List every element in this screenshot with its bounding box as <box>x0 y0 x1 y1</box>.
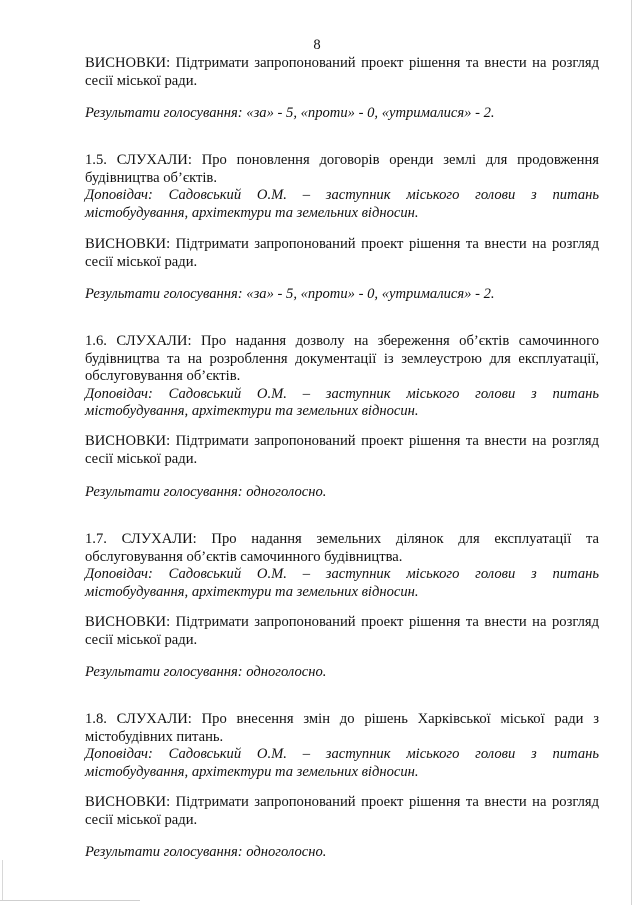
vote-result: Результати голосування: одноголосно. <box>85 664 327 680</box>
item-1-5-vote <box>85 286 599 304</box>
conclusion-text: ВИСНОВКИ: Підтримати запропонований проект рішення та внести на розгляд сесії міської ради. <box>85 794 599 828</box>
conclusion-text: ВИСНОВКИ: Підтримати запропонований проект рішення та внести на розгляд сесії міської ради. <box>85 55 599 89</box>
agenda-item-1-5 <box>85 152 599 222</box>
conclusion-text: ВИСНОВКИ: Підтримати запропонований проект рішення та внести на розгляд сесії міської ради. <box>85 433 599 467</box>
item-1-5-conclusion <box>85 236 599 271</box>
agenda-item-1-8 <box>85 711 599 781</box>
heard-text: 1.7. СЛУХАЛИ: Про надання земельних ділянок для експлуатації та обслуговування об’єктів самочинного будівництва. <box>85 531 599 565</box>
agenda-item-1-6 <box>85 333 599 421</box>
scan-edge-line <box>0 900 140 901</box>
item-1-7-conclusion <box>85 614 599 649</box>
scan-edge-line <box>2 860 3 900</box>
speaker-text: Доповідач: Садовський О.М. – заступник міського голови з питань містобудування, архітектури та земельних відносин. <box>85 566 599 600</box>
conclusion-text: ВИСНОВКИ: Підтримати запропонований проект рішення та внести на розгляд сесії міської ради. <box>85 614 599 648</box>
conclusion-text: ВИСНОВКИ: Підтримати запропонований проект рішення та внести на розгляд сесії міської ради. <box>85 236 599 270</box>
agenda-item-1-7 <box>85 531 599 601</box>
page-number: 8 <box>313 37 321 53</box>
scan-edge-line <box>631 0 632 905</box>
vote-result: Результати голосування: «за» - 5, «проти» - 0, «утрималися» - 2. <box>85 105 495 121</box>
item-1-6-conclusion <box>85 433 599 468</box>
vote-result: Результати голосування: «за» - 5, «проти» - 0, «утрималися» - 2. <box>85 286 495 302</box>
speaker-text: Доповідач: Садовський О.М. – заступник міського голови з питань містобудування, архітектури та земельних відносин. <box>85 187 599 221</box>
heard-text: 1.8. СЛУХАЛИ: Про внесення змін до рішень Харківської міської ради з містобудівних питань. <box>85 711 599 745</box>
speaker-text: Доповідач: Садовський О.М. – заступник міського голови з питань містобудування, архітектури та земельних відносин. <box>85 746 599 780</box>
item-1-8-conclusion <box>85 794 599 829</box>
item-1-8-vote <box>85 844 599 862</box>
intro-vote <box>85 105 599 123</box>
item-1-7-vote <box>85 664 599 682</box>
speaker-text: Доповідач: Садовський О.М. – заступник міського голови з питань містобудування, архітектури та земельних відносин. <box>85 385 599 419</box>
vote-result: Результати голосування: одноголосно. <box>85 484 327 500</box>
heard-text: 1.6. СЛУХАЛИ: Про надання дозволу на збереження об’єктів самочинного будівництва та на розроблення документації із землеустрою для експлуатації, обслуговування об’єктів. <box>85 333 599 384</box>
item-1-6-vote <box>85 484 599 502</box>
vote-result: Результати голосування: одноголосно. <box>85 844 327 860</box>
heard-text: 1.5. СЛУХАЛИ: Про поновлення договорів оренди землі для продовження будівництва об’єктів. <box>85 152 599 186</box>
intro-conclusion <box>85 55 599 90</box>
